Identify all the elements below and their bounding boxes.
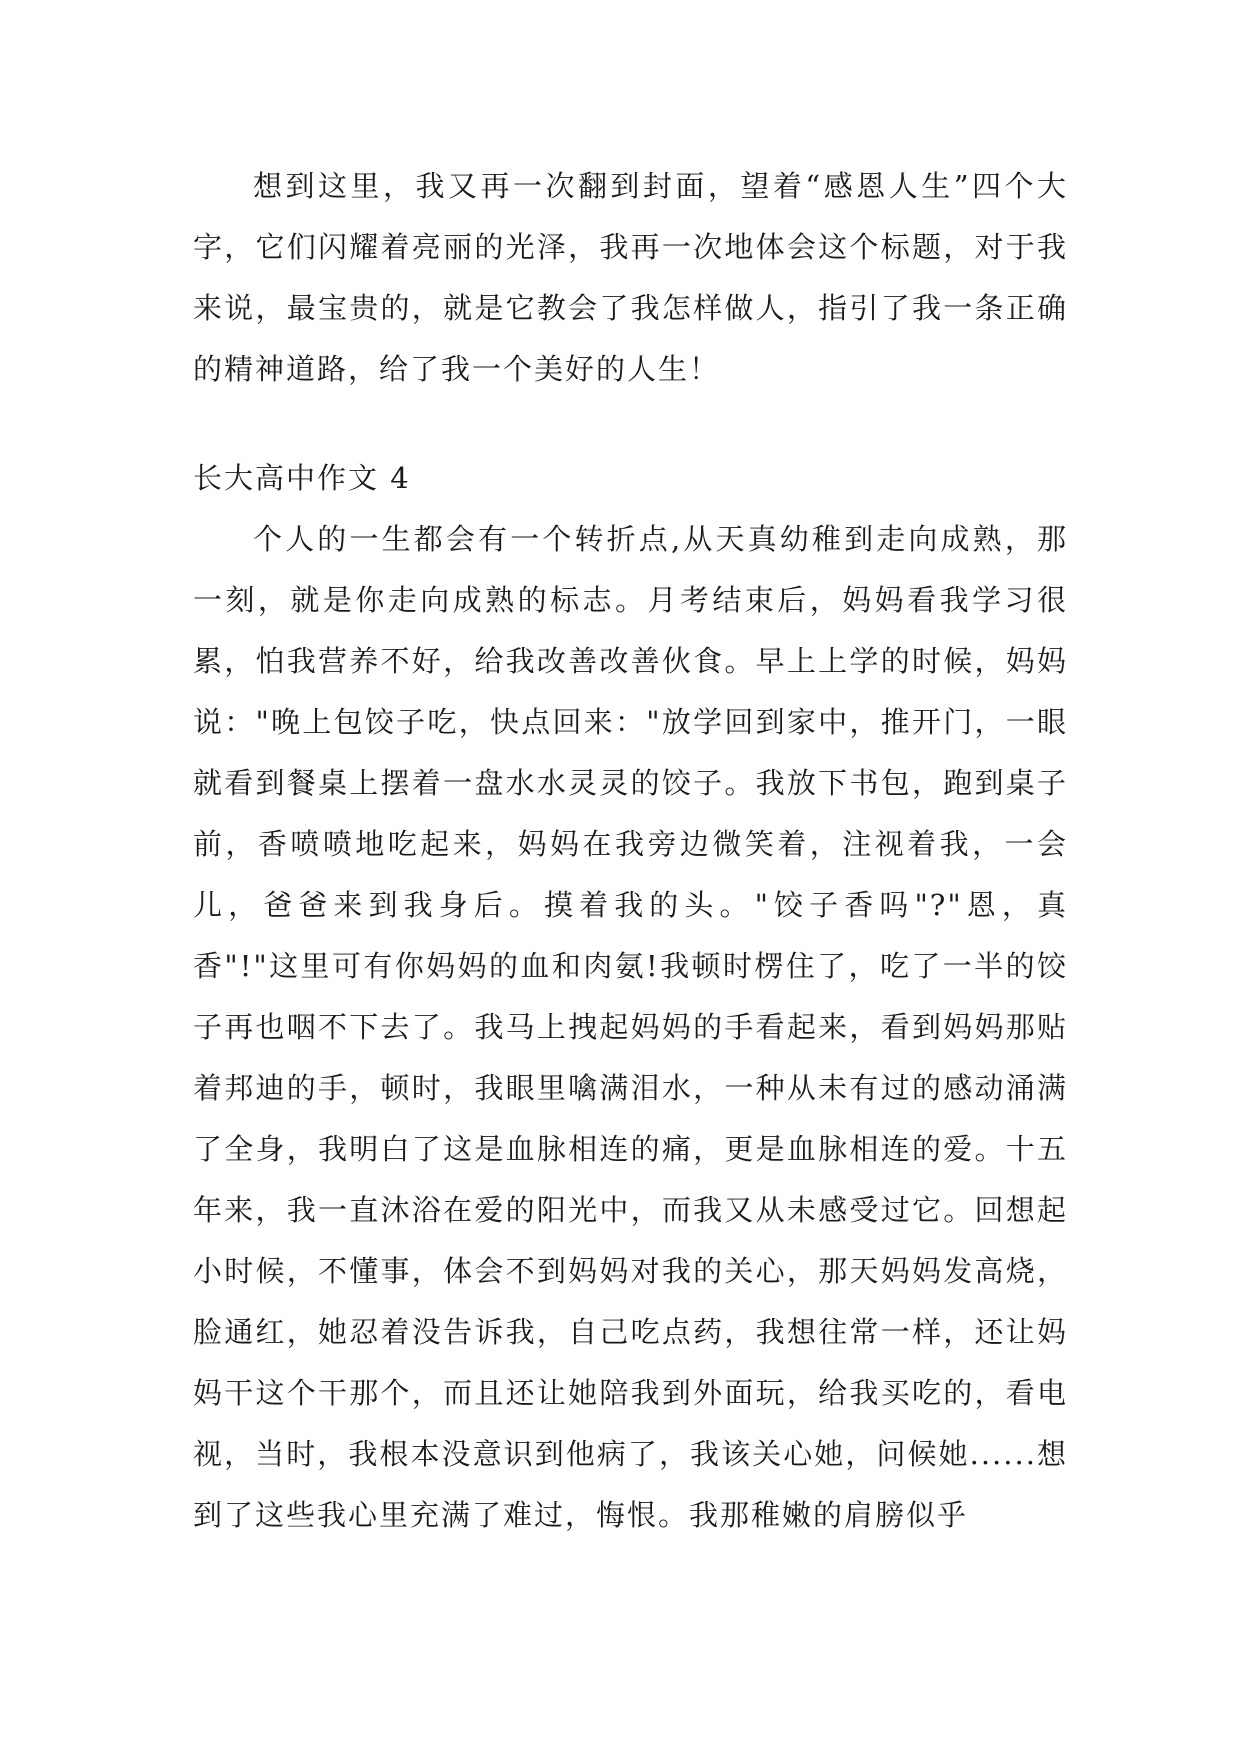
essay-paragraph-closing: 想到这里，我又再一次翻到封面，望着“感恩人生”四个大字，它们闪耀着亮丽的光泽，我再一次地体会这个标题，对于我来说，最宝贵的，就是它教会了我怎样做人，指引了我一条正确的精神道路，给了我一个美好的人生！ — [193, 169, 1068, 386]
essay-paragraph-body: 个人的一生都会有一个转折点,从天真幼稚到走向成熟，那一刻，就是你走向成熟的标志。月考结束后，妈妈看我学习很累，怕我营养不好，给我改善改善伙食。早上上学的时候，妈妈说："晚上包饺子吃，快点回来："放学回到家中，推开门，一眼就看到餐桌上摆着一盘水水灵灵的饺子。我放下书包，跑到桌子前，香喷喷地吃起来，妈妈在我旁边微笑着，注视着我，一会儿，爸爸来到我身后。摸着我的头。"饺子香吗"?"恩，真香"!"这里可有你妈妈的血和肉氨!我顿时楞住了，吃了一半的饺子再也咽不下去了。我马上拽起妈妈的手看起来，看到妈妈那贴着邦迪的手，顿时，我眼里噙满泪水，一种从未有过的感动涌满了全身，我明白了这是血脉相连的痛，更是血脉相连的爱。十五年来，我一直沐浴在爱的阳光中，而我又从未感受过它。回想起小时候，不懂事，体会不到妈妈对我的关心，那天妈妈发高烧，脸通红，她忍着没告诉我，自己吃点药，我想往常一样，还让妈妈干这个干那个，而且还让她陪我到外面玩，给我买吃的，看电视，当时，我根本没意识到他病了，我该关心她，问候她......想到了这些我心里充满了难过，悔恨。我那稚嫩的肩膀似乎 — [193, 522, 1068, 1532]
section-heading: 长大高中作文 4 — [193, 461, 411, 495]
